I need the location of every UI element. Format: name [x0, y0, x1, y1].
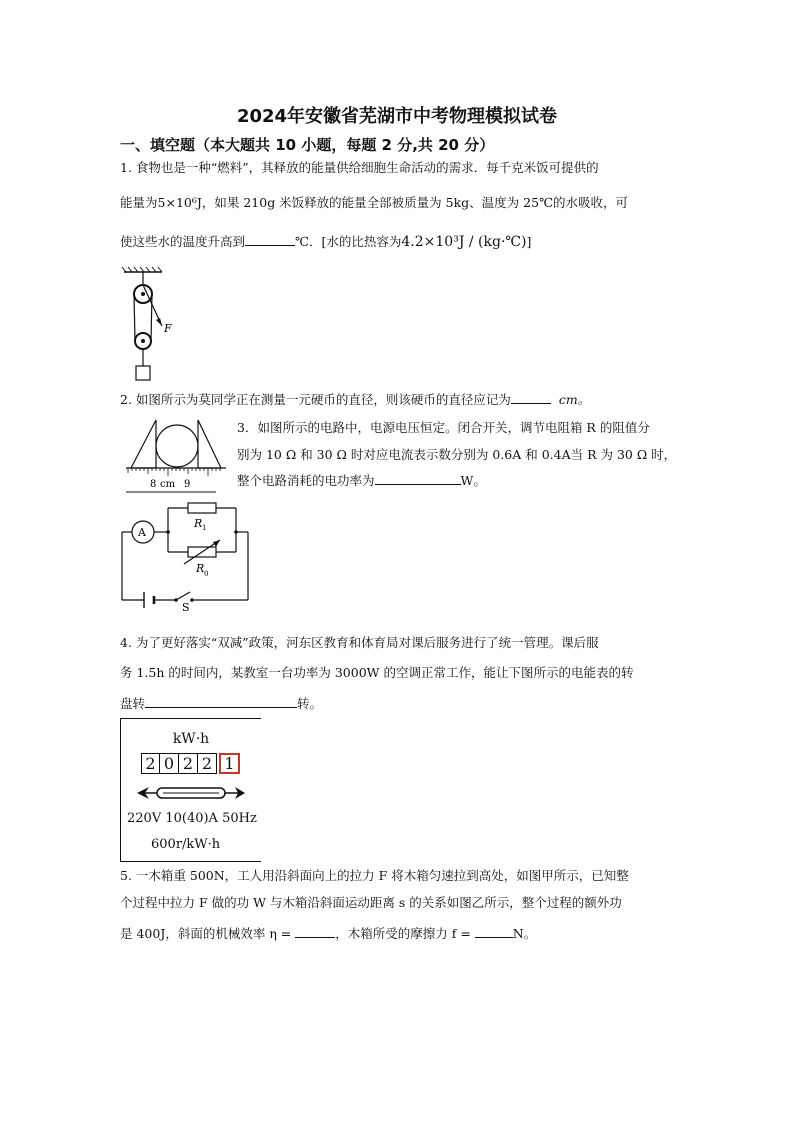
- r0-label: R: [196, 562, 205, 575]
- q3-answer-blank[interactable]: [375, 472, 461, 485]
- q1-line-2: [120, 193, 628, 211]
- q1-text-d: ℃．[水的比热容为: [295, 234, 402, 249]
- ruler-label-8: 8: [150, 479, 157, 490]
- coin-ruler-figure: [126, 412, 226, 494]
- pulley-force-label: F: [164, 322, 172, 335]
- q4-line-2: 务 1.5h 的时间内，某教室一台功率为 3000W 的空调正常工作，能让下图所示的电能表的转: [120, 665, 634, 680]
- q2-unit: cm。: [558, 392, 591, 407]
- q5-line-1: 5. 一木箱重 500N，工人用沿斜面向上的拉力 F 将木箱匀速拉到高处，如图甲所示，已知整: [120, 868, 629, 883]
- q5-unit: N。: [512, 926, 537, 941]
- q1-answer-blank[interactable]: [245, 233, 295, 246]
- q3-text-a: 整个电路消耗的电功率为: [237, 473, 375, 488]
- q1-line-3: [120, 232, 531, 250]
- q5-efficiency-blank[interactable]: [295, 925, 335, 938]
- r1-label: R: [194, 517, 203, 530]
- q5-line-3: [120, 924, 536, 942]
- meter-digit-decimal: 1: [219, 753, 240, 774]
- switch-label: S: [182, 601, 190, 612]
- q5-line-2: 个过程中拉力 F 做的功 W 与木箱沿斜面运动距离 s 的关系如图乙所示，整个过程的额外功: [120, 895, 622, 910]
- meter-digit: 2: [141, 753, 160, 774]
- meter-digits: [141, 753, 240, 774]
- q1-energy-value: 5×10⁶J: [157, 195, 202, 210]
- q3-line-2: 别为 10 Ω 和 30 Ω 时对应电流表示数分别为 0.6A 和 0.4A当 R 为 30 Ω 时，: [237, 447, 677, 462]
- q1-specific-heat: 4.2×10³J / (kg·℃): [401, 234, 527, 250]
- r0-subscript: 0: [204, 570, 209, 578]
- r1-subscript: 1: [202, 524, 207, 532]
- circuit-figure: [118, 500, 254, 612]
- q1-text-b: ，如果 210g 米饭释放的能量全部被质量为 5kg、温度为 25℃的水吸收，可: [201, 195, 629, 210]
- q3-line-1: 3．如图所示的电路中，电源电压恒定。闭合开关，调节电阻箱 R 的阻值分: [237, 420, 650, 435]
- q1-text-e: ]: [526, 234, 532, 249]
- q3-unit: W。: [460, 473, 486, 488]
- section-heading: 一、填空题（本大题共 10 小题，每题 2 分,共 20 分）: [120, 136, 495, 154]
- page-title: 2024年安徽省芜湖市中考物理模拟试卷: [236, 106, 558, 127]
- meter-digit: 0: [160, 753, 179, 774]
- q2-answer-blank[interactable]: [511, 391, 551, 404]
- meter-spec-1: 220V 10(40)A 50Hz: [127, 811, 257, 826]
- ruler-label-cm: cm: [160, 479, 176, 490]
- q3-line-3: [237, 471, 486, 489]
- q4-line-1: 4. 为了更好落实“双减”政策，河东区教育和体育局对课后服务进行了统一管理。课后服: [120, 635, 599, 650]
- meter-spec-2: 600r/kW·h: [151, 837, 221, 852]
- q4-line-3: [120, 694, 322, 712]
- q4-text-a: 盘转: [120, 696, 146, 711]
- q4-unit: 转。: [297, 696, 323, 711]
- meter-digit: 2: [198, 753, 217, 774]
- pulley-figure: [118, 266, 188, 384]
- ammeter-label: A: [138, 526, 146, 539]
- q5-friction-blank[interactable]: [475, 925, 513, 938]
- q1-line-1: 1. 食物也是一种“燃料”，其释放的能量供给细胞生命活动的需求．每千克米饭可提供的: [120, 160, 599, 175]
- energy-meter-figure: [120, 718, 261, 862]
- q5-text-b: ，木箱所受的摩擦力 f =: [335, 926, 471, 941]
- q1-text-a: 能量为: [120, 195, 158, 210]
- q2-text-a: 2. 如图所示为莫同学正在测量一元硬币的直径，则该硬币的直径应记为: [120, 392, 511, 407]
- meter-rotor-icon: [135, 783, 247, 803]
- q4-answer-blank[interactable]: [145, 695, 297, 708]
- q2-line: [120, 390, 590, 408]
- meter-digit: 2: [179, 753, 198, 774]
- meter-unit: kW·h: [172, 731, 210, 747]
- q5-text-a: 是 400J，斜面的机械效率 η =: [120, 926, 292, 941]
- q1-text-c: 使这些水的温度升高到: [120, 234, 246, 249]
- ruler-label-9: 9: [184, 479, 191, 490]
